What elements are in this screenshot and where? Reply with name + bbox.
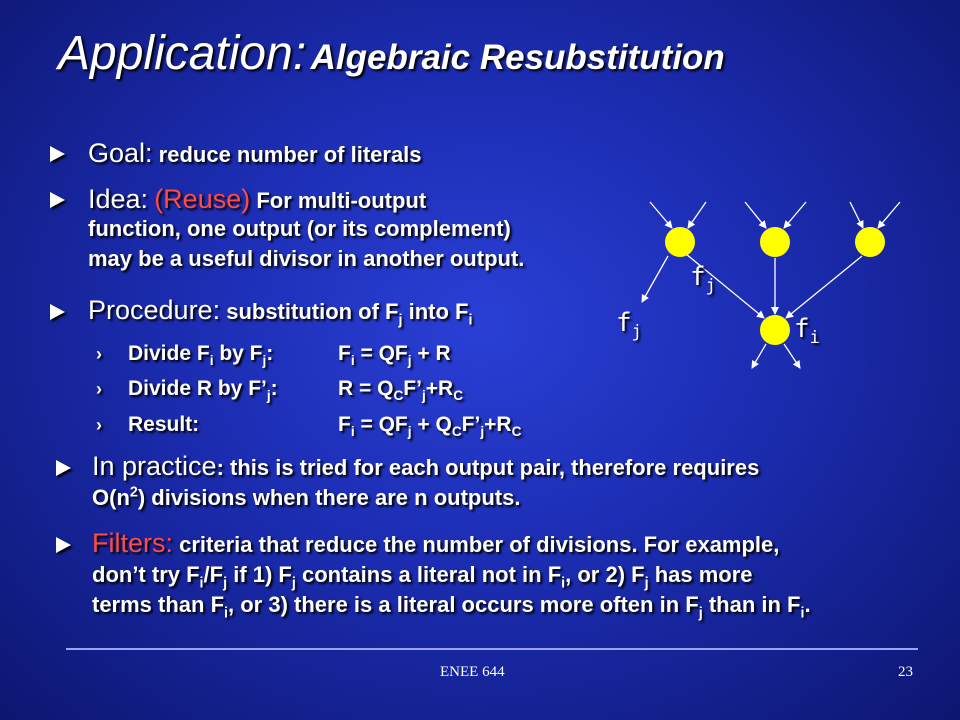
output-edge-fj [642, 256, 668, 302]
idea-line1: For multi-output [256, 188, 427, 213]
footer-divider [66, 648, 918, 650]
idea-highlight: (Reuse) [154, 184, 251, 214]
title-sub: Algebraic Resubstitution [310, 38, 725, 77]
footer-course: ENEE 644 [440, 664, 505, 680]
filters-line2: don’t try $F_i/F_j$ if 1) $F_j$ contains a literal not in $F_i$, or 2) $F_j$ has more [92, 562, 753, 592]
node-fj [665, 227, 695, 257]
edge-node3-to-fi [786, 256, 862, 318]
filters-lead: Filters: [92, 528, 173, 558]
step-result: Result: [128, 413, 200, 436]
sub-bullet-icon: › [96, 344, 102, 364]
sub-bullet-icon: › [96, 415, 102, 435]
idea-line3: may be a useful divisor in another output. [88, 246, 525, 271]
practice-line2: $O(n^2)$ divisions when there are n outputs. [92, 484, 521, 510]
label-fj-top: $f_j$ [690, 262, 716, 296]
step-divide-fi: Divide $F_i$ by $F_j$: [128, 342, 274, 369]
practice-lead: In practice [92, 451, 217, 481]
footer-page-number: 23 [898, 664, 913, 680]
label-fi: $f_i$ [794, 314, 820, 348]
procedure-lead: Procedure: [88, 295, 221, 325]
goal-text: reduce number of literals [158, 142, 422, 167]
step-divide-r: Divide R by $F’_j$: [128, 377, 278, 404]
node-fi [760, 315, 790, 345]
step-result-formula: $F_i = QF_j$ + $Q_CF’_j+R_C$ [338, 413, 522, 440]
filters-line1: criteria that reduce the number of divisions. For example, [179, 532, 780, 557]
label-fj-left: $f_j$ [616, 308, 642, 342]
title-main: Application: [58, 27, 307, 80]
step-divide-fi-formula: $F_i = QF_j + R$ [338, 342, 451, 369]
input-edge [650, 202, 672, 228]
input-edge [850, 202, 863, 228]
sub-bullet-icon: › [96, 379, 102, 399]
input-edge [878, 202, 900, 228]
step-divide-r-formula: $R = Q_CF’_j+R_C$ [338, 377, 464, 404]
input-edge [784, 202, 806, 228]
goal-lead: Goal: [88, 138, 153, 168]
procedure-text: substitution of $F_j$ into $F_i$ [226, 299, 473, 329]
idea-line2: function, one output (or its complement) [88, 216, 511, 241]
output-edge [752, 344, 766, 368]
input-edge [688, 202, 706, 228]
practice-line1: : this is tried for each output pair, therefore requires [216, 455, 760, 480]
idea-lead: Idea: [88, 184, 149, 214]
node-middle [760, 227, 790, 257]
filters-line3: terms than $F_i$, or 3) there is a literal occurs more often in $F_j$ than in $F_i$. [92, 592, 811, 622]
node-right [855, 227, 885, 257]
input-edge [745, 202, 766, 228]
output-edge [784, 344, 800, 368]
